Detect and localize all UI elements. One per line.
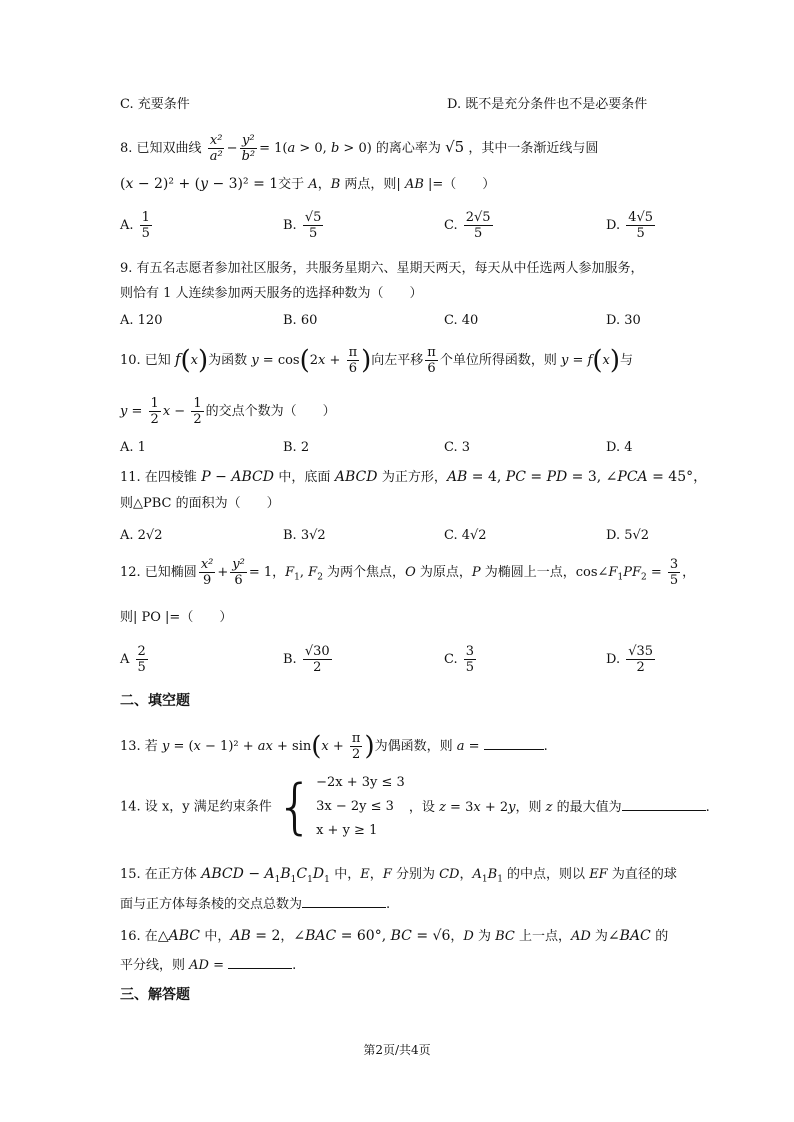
- section-heading-solutions: 三、解答题: [120, 987, 190, 1003]
- q10-option-b: B. 2: [283, 440, 310, 455]
- q12-stem-line2: 则| PO |=（ ）: [120, 610, 233, 625]
- page-number: 第2页/共4页: [363, 1043, 431, 1057]
- q12-option-d: D. $\frac{√35}{2}$: [606, 644, 654, 675]
- q15-stem-line1: 15. 在正方体 ABCD − $A_1B_1C_1D_1$ 中，E，F 分别为 CD，$A_1B_1$ 的中点，则以 EF 为直径的球: [120, 866, 677, 885]
- q11-stem-line1: 11. 在四棱锥 P − ABCD 中，底面 ABCD 为正方形，AB = 4, PC = PD = 3, ∠PCA = 45°，: [120, 469, 708, 485]
- q10-option-d: D. 4: [606, 440, 633, 455]
- q8-prefix: 8. 已知双曲线: [120, 141, 202, 156]
- q11-option-d: D. 5√2: [606, 528, 650, 543]
- q16-stem-line2: 平分线，则 AD = .: [120, 955, 296, 976]
- q13-stem: 13. 若 y = (x − 1)² + ax + sin(x + $\frac{\pi}{2}$ )为偶函数，则 a = .: [120, 731, 548, 762]
- q10-stem-line1: 10. 已知 f(x)为函数 y = cos(2x + $\frac{\pi}{6}$ )向左平移 $\frac{\pi}{6}$ 个单位所得函数，则 y = f(x)与: [120, 345, 633, 376]
- q11-option-a: A. 2√2: [120, 528, 163, 543]
- q10-stem-line2: y = $\frac{1}{2}$ x − $\frac{1}{2}$ 的交点个数为（ ）: [120, 396, 336, 427]
- q8-mid: 的离心率为: [375, 141, 441, 156]
- q9-option-c: C. 40: [444, 313, 479, 328]
- q10-option-a: A. 1: [120, 440, 146, 455]
- q14-constraint-3: x + y ≥ 1: [316, 823, 378, 838]
- q8-eccentricity: √5: [445, 138, 465, 156]
- q12-stem-line1: 12. 已知椭圆 $\frac{\text{x²}}{9}$ + $\frac{\text{y²}}{6}$ = 1，$F_1$, $F_2$ 为两个焦点，O 为原点，P 为椭圆上一点，$\cos\angle F_1PF_2$ = $\frac{3}{5}$ ，: [120, 557, 696, 588]
- q9-option-d: D. 30: [606, 313, 641, 328]
- q8-suffix: ，其中一条渐近线与圆: [468, 141, 599, 156]
- section-heading-fill-in: 二、填空题: [120, 693, 190, 709]
- q14-prefix: 14. 设 x，y 满足约束条件: [120, 799, 272, 815]
- q12-option-c: C. $\frac{3}{5}$: [444, 644, 475, 675]
- q8-frac-y: $\frac{\text{y²}}{\text{b²}}$: [241, 133, 256, 164]
- q15-stem-line2: 面与正方体每条棱的交点总数为 .: [120, 894, 390, 915]
- q11-option-c: C. 4√2: [444, 528, 487, 543]
- q8-option-d: D. $\frac{4√5}{5}$: [606, 210, 654, 241]
- q16-stem-line1: 16. 在△ABC 中，AB = 2，∠BAC = 60°, BC = √6，D 为 BC 上一点，AD 为∠BAC 的: [120, 928, 669, 944]
- q12-option-b: B. $\frac{√30}{2}$: [283, 644, 330, 675]
- q11-option-b: B. 3√2: [283, 528, 326, 543]
- q9-stem-line2: 则恰有 1 人连续参加两天服务的选择种数为（ ）: [120, 286, 423, 301]
- q7-option-d: D. 既不是充分条件也不是必要条件: [447, 97, 648, 112]
- q14-constraint-system: [276, 771, 405, 843]
- q8-option-c: C. $\frac{2√5}{5}$: [444, 210, 491, 241]
- q14-constraint-2: 3x − 2y ≤ 3: [316, 799, 394, 814]
- q14-suffix: ，设 z = 3x + 2y，则 z 的最大值为 .: [409, 800, 710, 815]
- q7-option-c: C. 充要条件: [120, 97, 190, 112]
- q8-stem-line1: 8. 已知双曲线 $\frac{\text{x²}}{\text{a²}}$ − $\frac{\text{y²}}{\text{b²}}$ = 1(a > 0, b > 0) 的离心率为 √5 ，其中一条渐近线与圆: [120, 133, 599, 164]
- q9-stem-line1: 9. 有五名志愿者参加社区服务，共服务星期六、星期天两天，每天从中任选两人参加服务，: [120, 261, 644, 276]
- q12-option-a: A $\frac{2}{5}$: [120, 644, 146, 675]
- q8-option-b: B. $\frac{√5}{5}$: [283, 210, 322, 241]
- q8-option-a: A. $\frac{1}{5}$: [120, 210, 150, 241]
- q14-constraint-1: −2x + 3y ≤ 3: [316, 775, 405, 790]
- q8-frac-x: $\frac{\text{x²}}{\text{a²}}$: [209, 133, 223, 164]
- brace-icon: {: [275, 772, 315, 842]
- q10-option-c: C. 3: [444, 440, 471, 455]
- q9-option-b: B. 60: [283, 313, 318, 328]
- q9-option-a: A. 120: [120, 313, 163, 328]
- q8-stem-line2: (x − 2)² + (y − 3)² = 1交于 A，B 两点，则| AB |=（ ）: [120, 176, 496, 192]
- q14-stem: [120, 771, 710, 843]
- q11-stem-line2: 则△PBC 的面积为（ ）: [120, 496, 280, 511]
